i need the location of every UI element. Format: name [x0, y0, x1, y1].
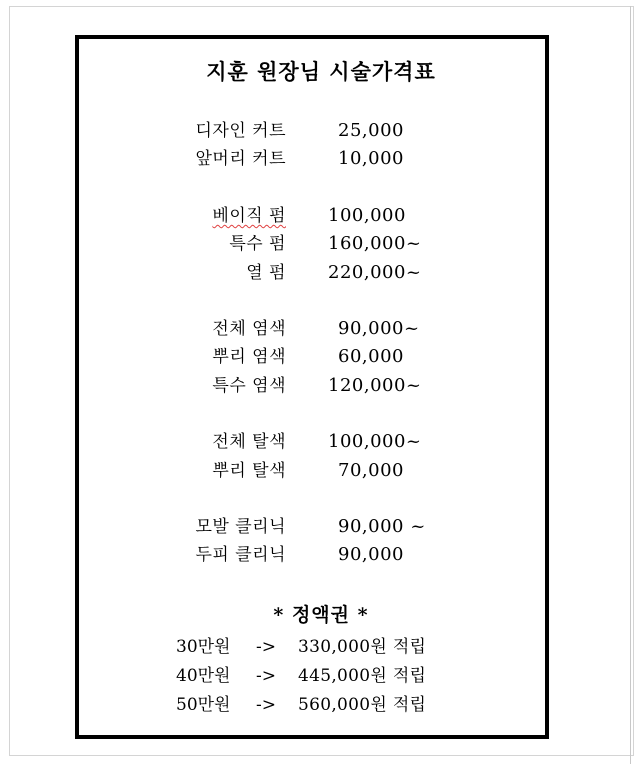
- prepaid-credit: 560,000원 적립: [298, 695, 427, 715]
- service-price: 120,000~: [328, 375, 422, 396]
- price-row: [0, 146, 642, 172]
- service-price: 10,000: [338, 148, 404, 169]
- service-name: 전체 탈색: [212, 432, 286, 452]
- arrow-text: ->: [256, 637, 276, 657]
- arrow-text: ->: [256, 695, 276, 715]
- service-price: 100,000: [328, 205, 406, 226]
- service-price: 90,000~: [338, 318, 420, 339]
- price-row: [0, 542, 642, 568]
- service-name: 두피 클리닉: [195, 545, 286, 565]
- price-row: [0, 458, 642, 484]
- service-name: 앞머리 커트: [195, 149, 286, 169]
- prepaid-credit: 330,000원 적립: [298, 637, 427, 657]
- service-price: 90,000 ~: [338, 516, 426, 537]
- prepaid-row: [0, 692, 642, 718]
- prepaid-row: [0, 634, 642, 660]
- service-price: 70,000: [338, 460, 404, 481]
- prepaid-credit: 445,000원 적립: [298, 666, 427, 686]
- service-name: 특수 펌: [229, 234, 286, 254]
- price-row: [0, 260, 642, 286]
- prepaid-amount: 40만원: [176, 666, 231, 686]
- price-row: [0, 429, 642, 455]
- service-name: 뿌리 염색: [212, 347, 286, 367]
- prepaid-amount: 30만원: [176, 637, 231, 657]
- service-name: 디자인 커트: [195, 121, 286, 141]
- service-price: 100,000~: [328, 431, 422, 452]
- service-name: 특수 염색: [212, 376, 286, 396]
- service-price: 60,000: [338, 346, 404, 367]
- service-price: 160,000~: [328, 233, 422, 254]
- price-row: [0, 203, 642, 229]
- price-list-title: 지훈 원장님 시술가격표: [206, 59, 436, 84]
- price-row: [0, 344, 642, 370]
- price-row: [0, 118, 642, 144]
- service-name: 모발 클리닉: [195, 517, 286, 537]
- price-row: [0, 373, 642, 399]
- service-price: 220,000~: [328, 262, 422, 283]
- service-price: 90,000: [338, 544, 404, 565]
- price-row: [0, 231, 642, 257]
- prepaid-title: * 정액권 *: [273, 604, 369, 626]
- service-name: 뿌리 탈색: [212, 461, 286, 481]
- service-name: 전체 염색: [212, 319, 286, 339]
- price-row: [0, 316, 642, 342]
- service-name: 베이직 펌: [212, 206, 286, 226]
- service-price: 25,000: [338, 120, 404, 141]
- prepaid-row: [0, 663, 642, 689]
- prepaid-amount: 50만원: [176, 695, 231, 715]
- arrow-text: ->: [256, 666, 276, 686]
- service-name: 열 펌: [246, 263, 286, 283]
- price-row: [0, 514, 642, 540]
